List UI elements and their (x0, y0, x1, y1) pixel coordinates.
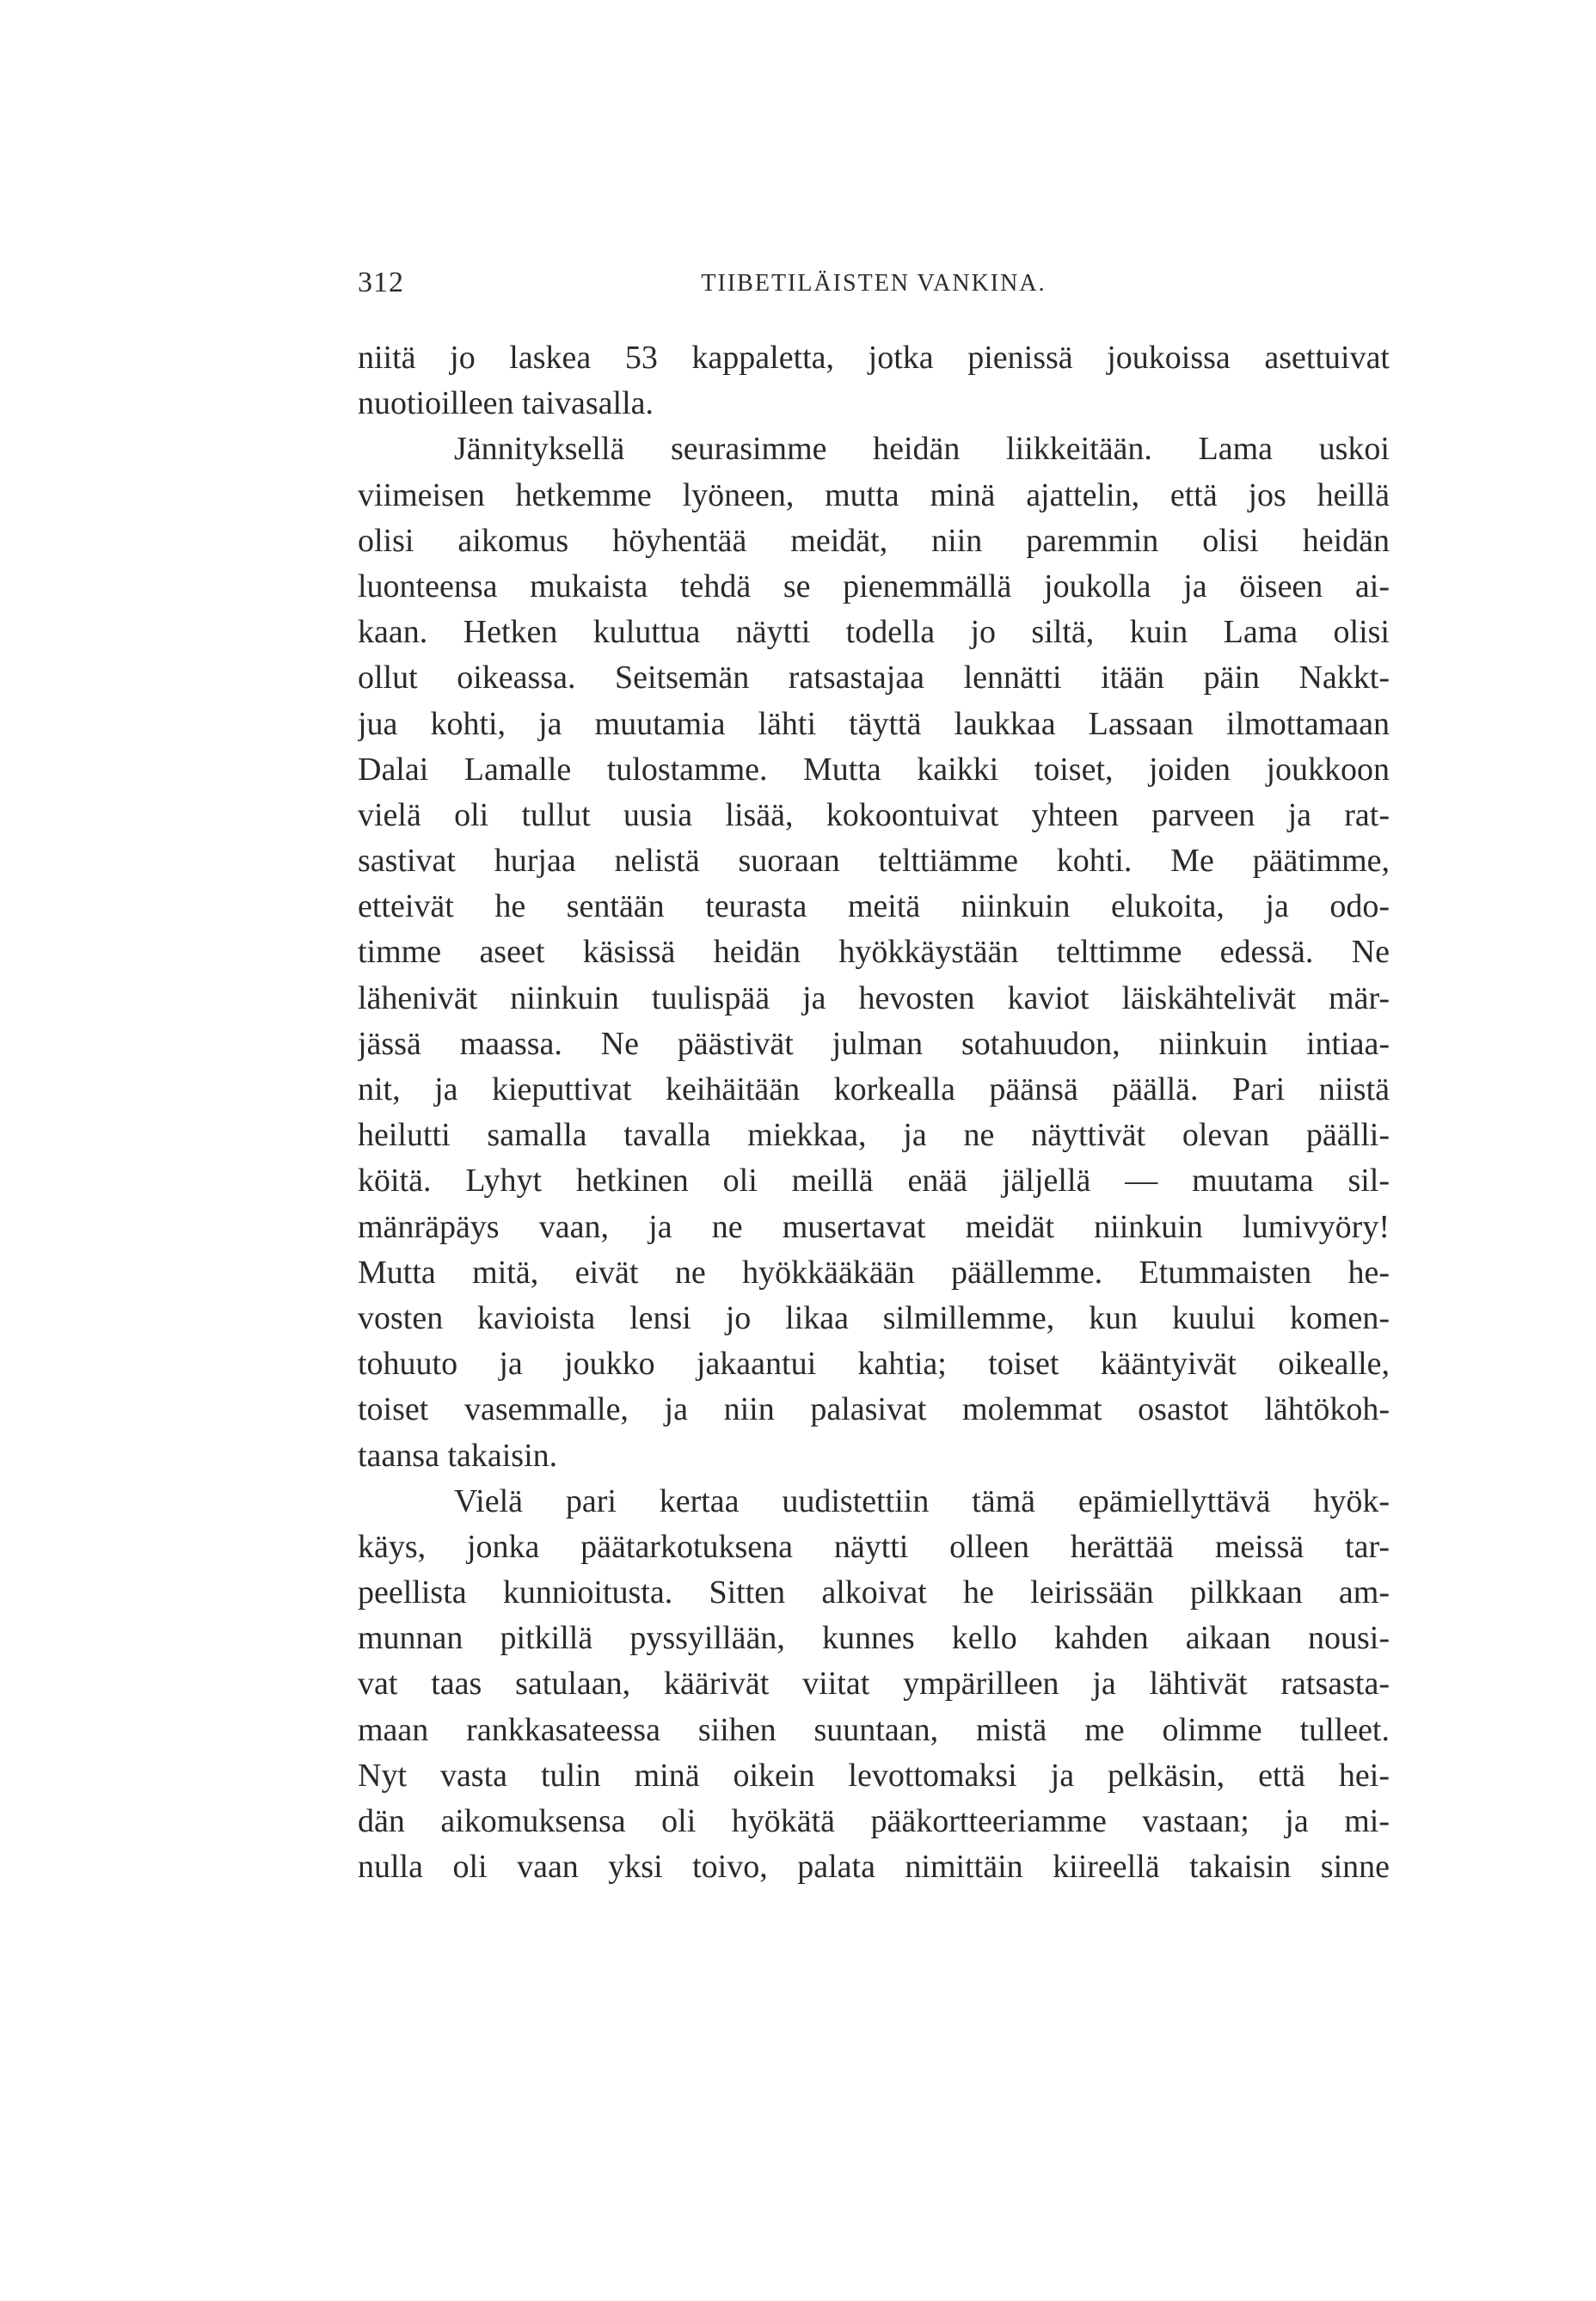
text-line: vosten kavioista lensi jo likaa silmillemme, kun kuului komen- (358, 1299, 1390, 1336)
page-number: 312 (358, 267, 404, 298)
text-line: olisi aikomus höyhentää meidät, niin paremmin olisi heidän (358, 522, 1390, 559)
text-line: kaan. Hetken kuluttua näytti todella jo siltä, kuin Lama olisi (358, 614, 1390, 651)
page-header (358, 267, 1390, 310)
text-line: nulla oli vaan yksi toivo, palata nimittäin kiireellä takaisin sinne (358, 1849, 1390, 1886)
text-line: mänräpäys vaan, ja ne musertavat meidät niinkuin lumivyöry! (358, 1208, 1390, 1245)
text-line: vielä oli tullut uusia lisää, kokoontuivat yhteen parveen ja rat- (358, 796, 1390, 833)
text-line: sastivat hurjaa nelistä suoraan telttiämme kohti. Me päätimme, (358, 843, 1390, 880)
text-line: peellista kunnioitusta. Sitten alkoivat he leirissään pilkkaan am- (358, 1574, 1390, 1611)
text-line: Dalai Lamalle tulostamme. Mutta kaikki toiset, joiden joukkoon (358, 751, 1390, 788)
text-line: Mutta mitä, eivät ne hyökkääkään päällemme. Etummaisten he- (358, 1254, 1390, 1291)
text-line: heilutti samalla tavalla miekkaa, ja ne näyttivät olevan päälli- (358, 1117, 1390, 1154)
text-line: munnan pitkillä pyssyillään, kunnes kello kahden aikaan nousi- (358, 1620, 1390, 1657)
body-text (358, 335, 1390, 1890)
text-line: nuotioilleen taivasalla. (358, 385, 654, 422)
text-line: toiset vasemmalle, ja niin palasivat molemmat osastot lähtökoh- (358, 1391, 1390, 1428)
text-line: dän aikomuksensa oli hyökätä pääkortteeriamme vastaan; ja mi- (358, 1803, 1390, 1839)
text-line: jua kohti, ja muutamia lähti täyttä laukkaa Lassaan ilmottamaan (358, 705, 1390, 742)
text-line: tohuuto ja joukko jakaantui kahtia; toiset kääntyivät oikealle, (358, 1346, 1390, 1383)
text-line: niitä jo laskea 53 kappaletta, jotka pienissä joukoissa asettuivat (358, 340, 1390, 376)
text-line: viimeisen hetkemme lyöneen, mutta minä ajattelin, että jos heillä (358, 476, 1390, 513)
text-line: vat taas satulaan, käärivät viitat ympärilleen ja lähtivät ratsasta- (358, 1666, 1390, 1703)
text-line: Nyt vasta tulin minä oikein levottomaksi ja pelkäsin, että hei- (358, 1757, 1390, 1794)
text-line: köitä. Lyhyt hetkinen oli meillä enää jäljellä — muutama sil- (358, 1163, 1390, 1200)
text-line: maan rankkasateessa siihen suuntaan, mistä me olimme tulleet. (358, 1711, 1390, 1748)
text-line: taansa takaisin. (358, 1437, 558, 1474)
text-line: nit, ja kieputtivat keihäitään korkealla päänsä päällä. Pari niistä (358, 1071, 1390, 1108)
text-line: Vielä pari kertaa uudistettiin tämä epämiellyttävä hyök- (454, 1482, 1390, 1519)
text-line: etteivät he sentään teurasta meitä niinkuin elukoita, ja odo- (358, 888, 1390, 925)
text-line: lähenivät niinkuin tuulispää ja hevosten kaviot läiskähtelivät mär- (358, 979, 1390, 1016)
text-line: käys, jonka päätarkotuksena näytti olleen herättää meissä tar- (358, 1528, 1390, 1565)
text-line: Jännityksellä seurasimme heidän liikkeitään. Lama uskoi (454, 431, 1390, 468)
text-line: ollut oikeassa. Seitsemän ratsastajaa lennätti itään päin Nakkt- (358, 660, 1390, 696)
running-title: TIIBETILÄISTEN VANKINA. (701, 270, 1047, 297)
text-line: jässä maassa. Ne päästivät julman sotahuudon, niinkuin intiaa- (358, 1025, 1390, 1062)
text-line: timme aseet käsissä heidän hyökkäystään telttimme edessä. Ne (358, 934, 1390, 971)
text-line: luonteensa mukaista tehdä se pienemmällä joukolla ja öiseen ai- (358, 568, 1390, 604)
